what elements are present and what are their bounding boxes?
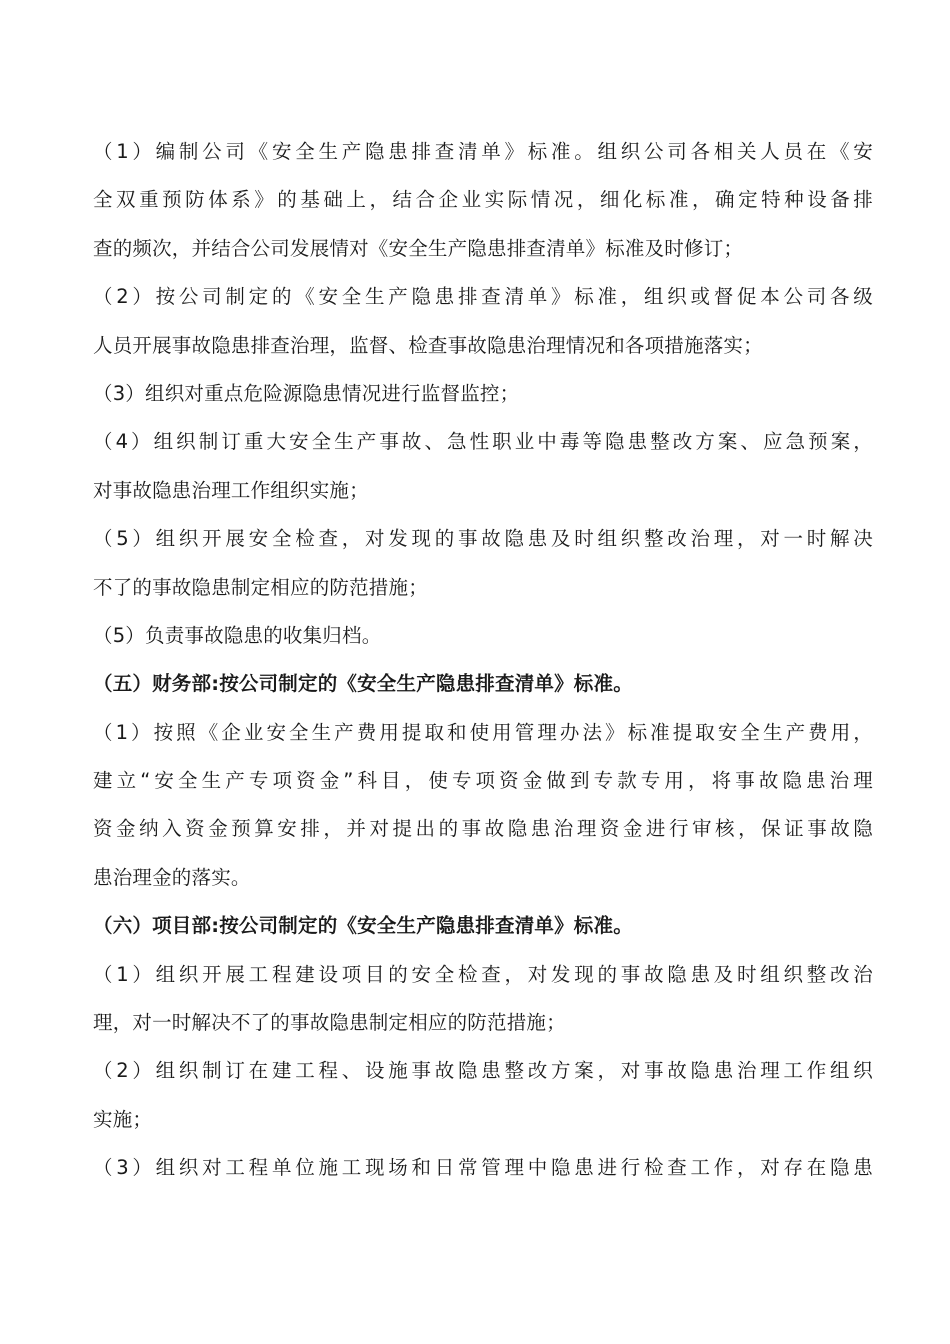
paragraph-line: 实施； (93, 1107, 153, 1131)
paragraph-line: 不了的事故隐患制定相应的防范措施； (93, 575, 428, 599)
paragraph-line: 理，对一时解决不了的事故隐患制定相应的防范措施； (93, 1011, 566, 1035)
section-heading: （五）财务部:按公司制定的《安全生产隐患排查清单》标准。 (93, 672, 633, 696)
paragraph-line: （3）组织对工程单位施工现场和日常管理中隐患进行检查工作，对存在隐患 (93, 1156, 873, 1180)
paragraph-line: （4）组织制订重大安全生产事故、急性职业中毒等隐患整改方案、应急预案， (93, 430, 873, 454)
paragraph-line: （3）组织对重点危险源隐患情况进行监督监控； (93, 381, 520, 405)
paragraph-line: （2）按公司制定的《安全生产隐患排查清单》标准，组织或督促本公司各级 (93, 285, 873, 309)
paragraph-line: （1）编制公司《安全生产隐患排查清单》标准。组织公司各相关人员在《安 (93, 140, 873, 163)
paragraph-line: （5）负责事故隐患的收集归档。 (93, 623, 382, 647)
section-heading: （六）项目部:按公司制定的《安全生产隐患排查清单》标准。 (93, 914, 633, 938)
paragraph-line: （2）组织制订在建工程、设施事故隐患整改方案，对事故隐患治理工作组织 (93, 1059, 873, 1083)
paragraph-line: （1）按照《企业安全生产费用提取和使用管理办法》标准提取安全生产费用， (93, 720, 873, 744)
paragraph-line: 资金纳入资金预算安排，并对提出的事故隐患治理资金进行审核，保证事故隐 (93, 817, 873, 841)
paragraph-line: （5）组织开展安全检查，对发现的事故隐患及时组织整改治理，对一时解决 (93, 527, 873, 551)
paragraph-line: 对事故隐患治理工作组织实施； (93, 478, 369, 502)
paragraph-line: 查的频次，并结合公司发展情对《安全生产隐患排查清单》标准及时修订； (93, 236, 744, 260)
paragraph-line: 全双重预防体系》的基础上，结合企业实际情况，细化标准，确定特种设备排 (93, 188, 873, 212)
document-body (93, 128, 873, 1193)
paragraph-line: 人员开展事故隐患排查治理，监督、检查事故隐患治理情况和各项措施落实； (93, 333, 763, 357)
paragraph-line: 患治理金的落实。 (93, 865, 251, 889)
paragraph-line: 建立“安全生产专项资金”科目，使专项资金做到专款专用，将事故隐患治理 (93, 769, 873, 793)
paragraph-line: （1）组织开展工程建设项目的安全检查，对发现的事故隐患及时组织整改治 (93, 962, 873, 986)
